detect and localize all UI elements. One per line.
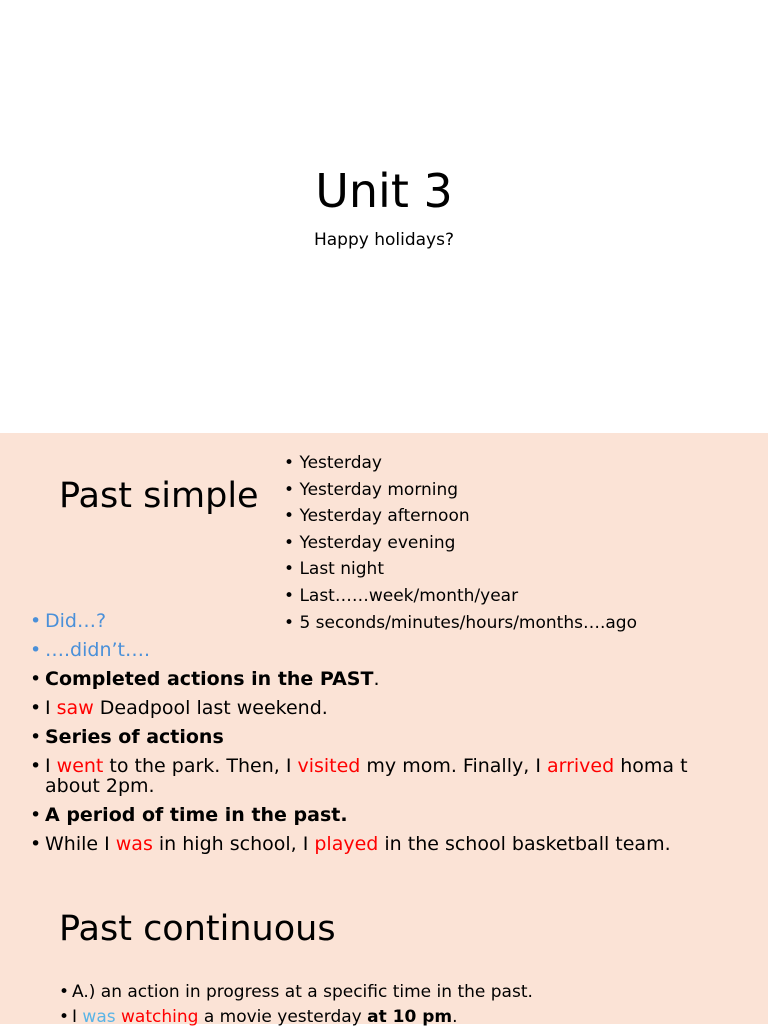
rule-item: • Series of actions	[30, 726, 224, 748]
past-simple-rules-list	[30, 611, 730, 863]
list-item: • Last night	[284, 559, 384, 580]
example-item: • While I was in high school, I played in the school basketball team.	[30, 833, 671, 855]
list-item: • Last……week/month/year	[284, 585, 519, 606]
question-form-item: • Did…?	[30, 610, 107, 632]
time-expression-list	[284, 450, 637, 636]
content-slide	[0, 433, 768, 1027]
title-slide	[0, 0, 768, 433]
example-item: • I saw Deadpool last weekend.	[30, 697, 328, 719]
slide-title: Unit 3	[315, 164, 453, 218]
past-continuous-heading: Past continuous	[59, 909, 336, 949]
list-item: • Yesterday afternoon	[284, 506, 470, 527]
example-item: • I was watching a movie yesterday at 10 pm.	[59, 1007, 458, 1027]
past-simple-heading: Past simple	[59, 476, 259, 516]
rule-item: • Completed actions in the PAST.	[30, 668, 380, 690]
negative-form-item: • ….didn’t….	[30, 639, 151, 661]
list-item: • 5 seconds/minutes/hours/months….ago	[284, 612, 637, 633]
slide-subtitle: Happy holidays?	[313, 230, 455, 250]
rule-item: • A.) an action in progress at a specific time in the past.	[59, 982, 533, 1002]
list-item: • Yesterday morning	[284, 479, 459, 500]
list-item: • Yesterday evening	[284, 532, 456, 553]
example-item: • I went to the park. Then, I visited my mom. Finally, I arrived homa t about 2pm.	[30, 755, 688, 797]
rule-item: • A period of time in the past.	[30, 804, 348, 826]
list-item: • Yesterday	[284, 453, 382, 473]
